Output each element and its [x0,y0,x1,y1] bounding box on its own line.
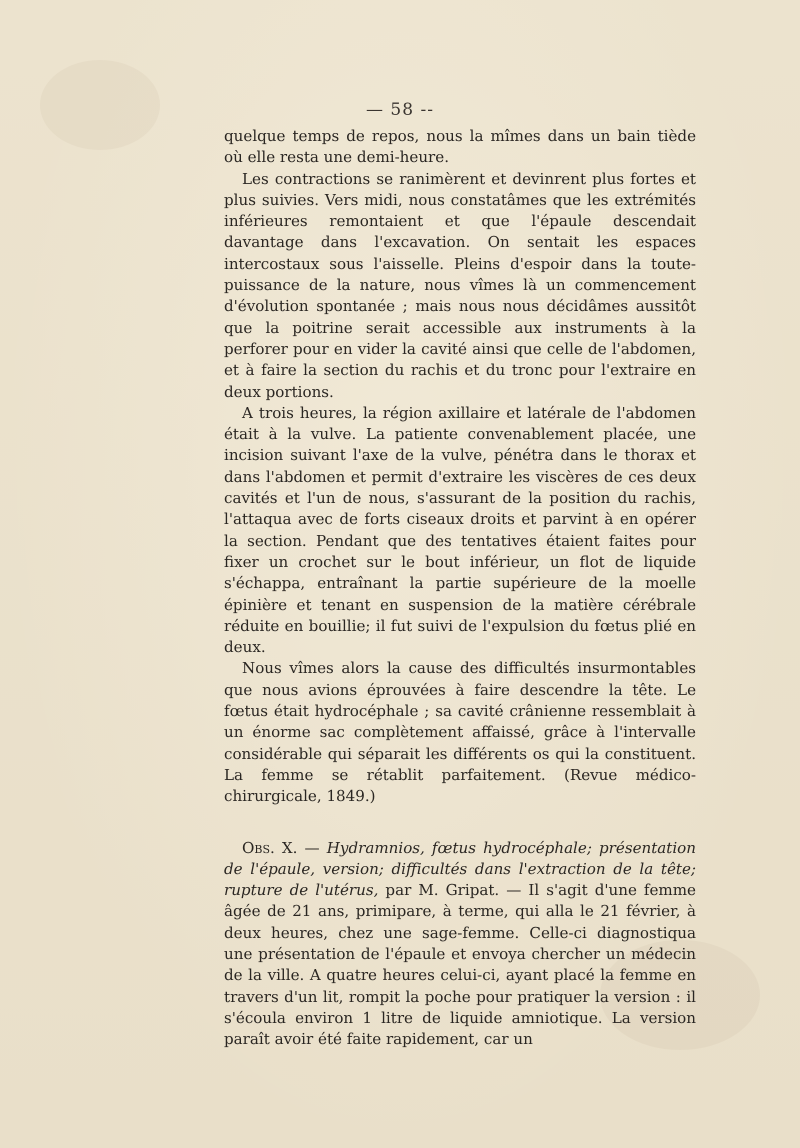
paragraph: A trois heures, la région axillaire et latérale de l'abdomen était à la vulve. La patiente convenablement placée, une incision suivant l'axe de la vulve, pénétra dans le thorax et dans l'abdomen et permit d'extraire les viscères de ces deux cavités et l'un de nous, s'assurant de la position du rachis, l'attaqua avec de forts ciseaux droits et parvint à en opérer la section. Pendant que des tentatives étaient faites pour fixer un crochet sur le bout inférieur, un flot de liquide s'échappa, entraînant la partie supérieure de la moelle épinière et tenant en suspension de la matière cérébrale réduite en bouillie; il fut suivi de l'expulsion du fœtus plié en deux. [224,403,696,657]
paragraph: Nous vîmes alors la cause des difficultés insurmontables que nous avions éprouvées à faire descendre la tête. Le fœtus était hydrocéphale ; sa cavité crânienne ressemblait à un énorme sac complètement affaissé, grâce à l'intervalle considérable qui séparait les différents os qui la constituent. La femme se rétablit parfaitement. (Revue médico-chirurgicale, 1849.) [224,659,696,806]
observation-label: Obs. X. [242,838,298,857]
section-gap [224,808,696,838]
observation-title: Hydramnios, fœtus hydrocéphale; présentation de l'épaule, version; difficultés dans l'extraction de la tête; rupture de l'utérus, [224,838,696,900]
paragraph: quelque temps de repos, nous la mîmes dans un bain tiède où elle resta une demi-heure. [224,127,696,167]
paragraph: Les contractions se ranimèrent et devinrent plus fortes et plus suivies. Vers midi, nous constatâmes que les extrémités inférieures remontaient et que l'épaule descendait davantage dans l'excavation. On sentait les espaces intercostaux sous l'aisselle. Pleins d'espoir dans la toute-puissance de la nature, nous vîmes là un commencement d'évolution spontanée ; mais nous nous décidâmes aussitôt que la poitrine serait accessible aux instruments à la perforer pour en vider la cavité ainsi que celle de l'abdomen, et à faire la section du rachis et du tronc pour l'extraire en deux portions. [224,169,696,401]
observation-author: par M. Gripat. [378,881,500,900]
observation-dash: — [297,838,327,857]
page-number: — 58 -- [366,100,434,120]
body-text [224,126,696,1050]
observation-paragraph [224,838,696,1051]
observation-text: — Il s'agit d'une femme âgée de 21 ans, primipare, à terme, qui alla le 21 février, à deux heures, chez une sage-femme. Celle-ci diagnostiqua une présentation de l'épaule et envoya chercher un médecin de la ville. A quatre heures celui-ci, ayant placé la femme en travers d'un lit, rompit la poche pour pratiquer la version : il s'écoula environ 1 litre de liquide amniotique. La version paraît avoir été faite rapidement, car un [224,881,696,1049]
